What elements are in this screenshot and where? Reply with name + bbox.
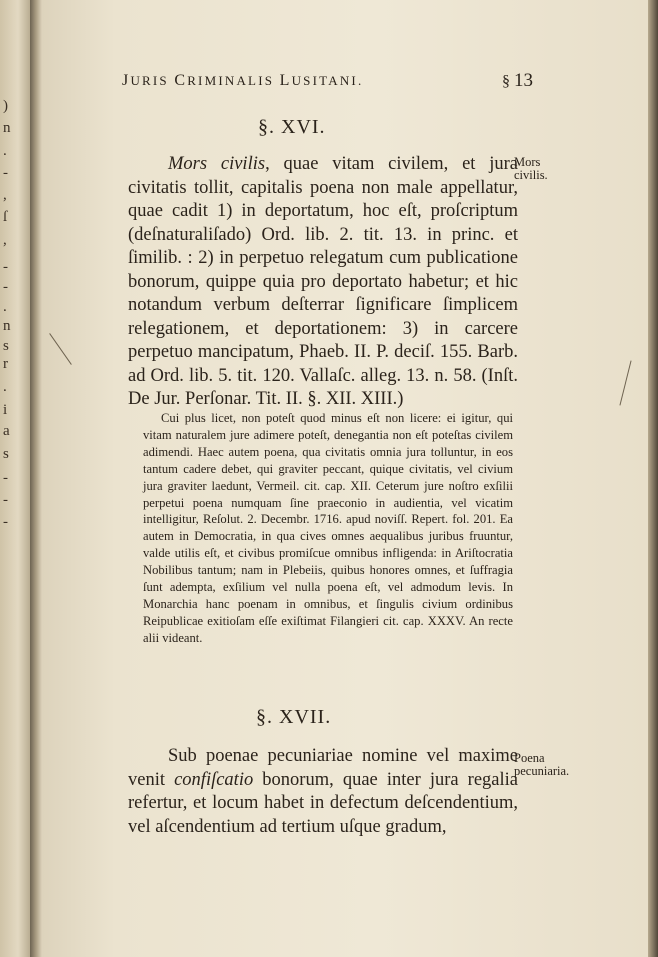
running-head-smallcaps: USITANI. (291, 73, 364, 88)
section-17-text-before: Sub poenae pecuniariae nomine vel maxime venit (128, 746, 518, 790)
margin-fragment: n (3, 318, 11, 334)
margin-fragment: - (3, 514, 8, 530)
running-head-letter: C (174, 72, 188, 89)
section-16-text: , quae vitam civilem, et jura civitatis tollit, capitalis poena non male appellatur, quae cadit 1) in deportatum, hoc eſt, proſcriptum (deſnaturaliſado) Ord. lib. 2. tit. 13. in princ. et ſimilib. : 2) in perpetuo relegatum cum publicatione bonorum, quippe quia pro deportato habetur; et hic notandum verbum deſterrar ſignificare ſimplicem relegationem, et deportationem: 3) in carcere perpetuo mancipatum, Phaeb. II. P. deciſ. 155. Barb. ad Ord. lib. 5. tit. 120. Vallaſc. alleg. 13. n. 58. (Inſt. De Jur. Perſonar. Tit. II. §. XII. XIII.) (128, 154, 518, 409)
section-16-paragraph (128, 153, 518, 412)
margin-fragment: a (3, 423, 10, 439)
binding-fold (30, 0, 42, 957)
section-17-body (128, 745, 518, 839)
commentary-paragraph: Cui plus licet, non poteſt quod minus eſt non licere: ei igitur, qui vitam naturalem jure adimere poteſt, denegantia non eſt poteſtas civilem adimendi. Haec autem poena, qua civitatis omnia jura tolluntur, in eos tantum cadere debet, qui graviter peccant, quique civitatis, vel civium jura graviter laedunt, Vermeil. cit. cap. XII. Ceterum jure noſtro exſilii perpetui poena numquam ſine praeconio in audientia, vel vicatim intelligitur, Reſolut. 2. Decembr. 1716. apud noviſſ. Repert. fol. 201. Ea autem in Democratia, in qua cives omnes aequalibus juribus fruuntur, valde utilis eſt, et civibus promiſcue omnibus infligenda: in Ariſtocratia Nobilibus tantum; nam in Plebeiis, quibus honores omnes, et ſuffragia ſunt adempta, exſilium vel nulla poena eſt, vel admodum levis. In Monarchia hanc poenam in omnibus, et ſingulis civium ordinibus Reipublicae exitioſam eſſe exiſtimat Filangieri cit. cap. XXXV. An recte alii videant. (143, 411, 513, 645)
pencil-mark (619, 361, 631, 406)
running-head-smallcaps: URIS (130, 73, 175, 88)
section-16-body (128, 153, 518, 412)
margin-fragment: i (3, 402, 8, 418)
margin-fragment: n (3, 120, 11, 136)
section-17-text-after: bonorum, quae inter jura regalia refertur, et locum habet in defectum deſcendentium, vel aſcendentium ad tertium uſque gradum, (128, 769, 518, 837)
side-note-mors-civilis: Mors civilis. (514, 155, 548, 182)
margin-fragment: ) (3, 98, 8, 114)
margin-fragment: - (3, 279, 8, 295)
margin-fragment: . (3, 299, 7, 315)
confiscatio-word: confiſcatio (174, 769, 254, 790)
running-head-letter: J (122, 72, 131, 89)
pencil-mark (49, 333, 72, 365)
running-head-letter: L (279, 72, 292, 89)
side-note-poena-pecuniaria: Poena pecuniaria. (514, 751, 570, 778)
margin-fragment: . (3, 143, 7, 159)
margin-fragment: , (3, 232, 7, 248)
section-17-heading: §. XVII. (256, 706, 332, 728)
margin-fragment: . (3, 379, 7, 395)
margin-fragment: ſ (3, 209, 8, 225)
margin-fragment: s (3, 338, 9, 354)
page-number-value: 13 (514, 70, 533, 91)
margin-fragment: r (3, 356, 8, 372)
commentary-note (143, 410, 513, 647)
section-sign: § (502, 73, 510, 90)
margin-fragment: - (3, 259, 8, 275)
margin-fragment: s (3, 446, 9, 462)
book-page (42, 0, 648, 957)
section-16-heading: §. XVI. (258, 116, 326, 138)
page-number (502, 70, 533, 92)
margin-fragment: - (3, 492, 8, 508)
margin-fragment: - (3, 470, 8, 486)
margin-fragment: - (3, 165, 8, 181)
lead-word: Mors civilis (168, 154, 266, 174)
margin-fragment: , (3, 187, 7, 203)
running-head-smallcaps: RIMINALIS (187, 73, 280, 88)
section-17-paragraph (128, 745, 518, 839)
page-edge-shadow (648, 0, 658, 957)
